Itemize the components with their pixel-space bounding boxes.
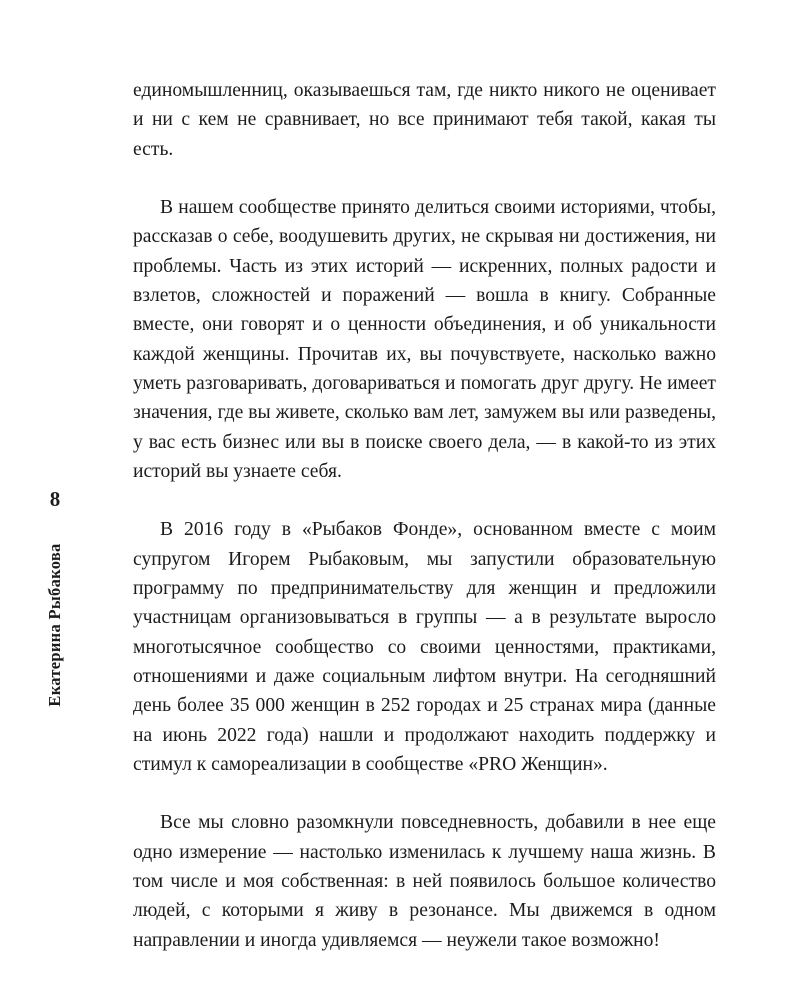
paragraph-foundation: В 2016 году в «Рыбаков Фонде», основанном вместе с моим супругом Игорем Рыбаковым, мы запустили образовательную программу по предпринимательству для женщин и предложили участницам организовываться в группы — а в результате выросло многотысячное сообщество со своими ценностями, практиками, отношениями и даже социальным лифтом внутри. На сегодняшний день более 35 000 женщин в 252 городах и 25 странах мира (данные на июнь 2022 года) нашли и продолжают находить поддержку и стимул к самореализации в сообществе «PRO Женщин». bbox=[133, 519, 716, 775]
paragraph-stories: В нашем сообществе принято делиться своими историями, чтобы, рассказав о себе, воодушевить других, не скрывая ни достижения, ни проблемы. Часть из этих историй — искренних, полных радости и взлетов, сложностей и поражений — вошла в книгу. Собранные вместе, они говорят и о ценности объединения, и об уникальности каждой женщины. Прочитав их, вы почувствуете, насколько важно уметь разговаривать, договариваться и помогать друг другу. Не имеет значения, где вы живете, сколько вам лет, замужем вы или разведены, у вас есть бизнес или вы в поиске своего дела, — в какой-то из этих историй вы узнаете себя. bbox=[133, 197, 716, 482]
page-number: 8 bbox=[49, 487, 61, 511]
paragraph-continuation: единомышленниц, оказываешься там, где никто никого не оценивает и ни с кем не сравнивает, но все принимают тебя такой, какая ты есть. bbox=[133, 80, 716, 160]
paragraph-closing: Все мы словно разомкнули повседневность, добавили в нее еще одно измерение — настолько изменилась к лучшему наша жизнь. В том числе и моя собственная: в ней появилось большое количество людей, с которыми я живу в резонансе. Мы движемся в одном направлении и иногда удивляемся — неужели такое возможно! bbox=[133, 812, 716, 951]
body-text bbox=[133, 76, 716, 955]
author-name: Екатерина Рыбакова bbox=[45, 543, 64, 707]
